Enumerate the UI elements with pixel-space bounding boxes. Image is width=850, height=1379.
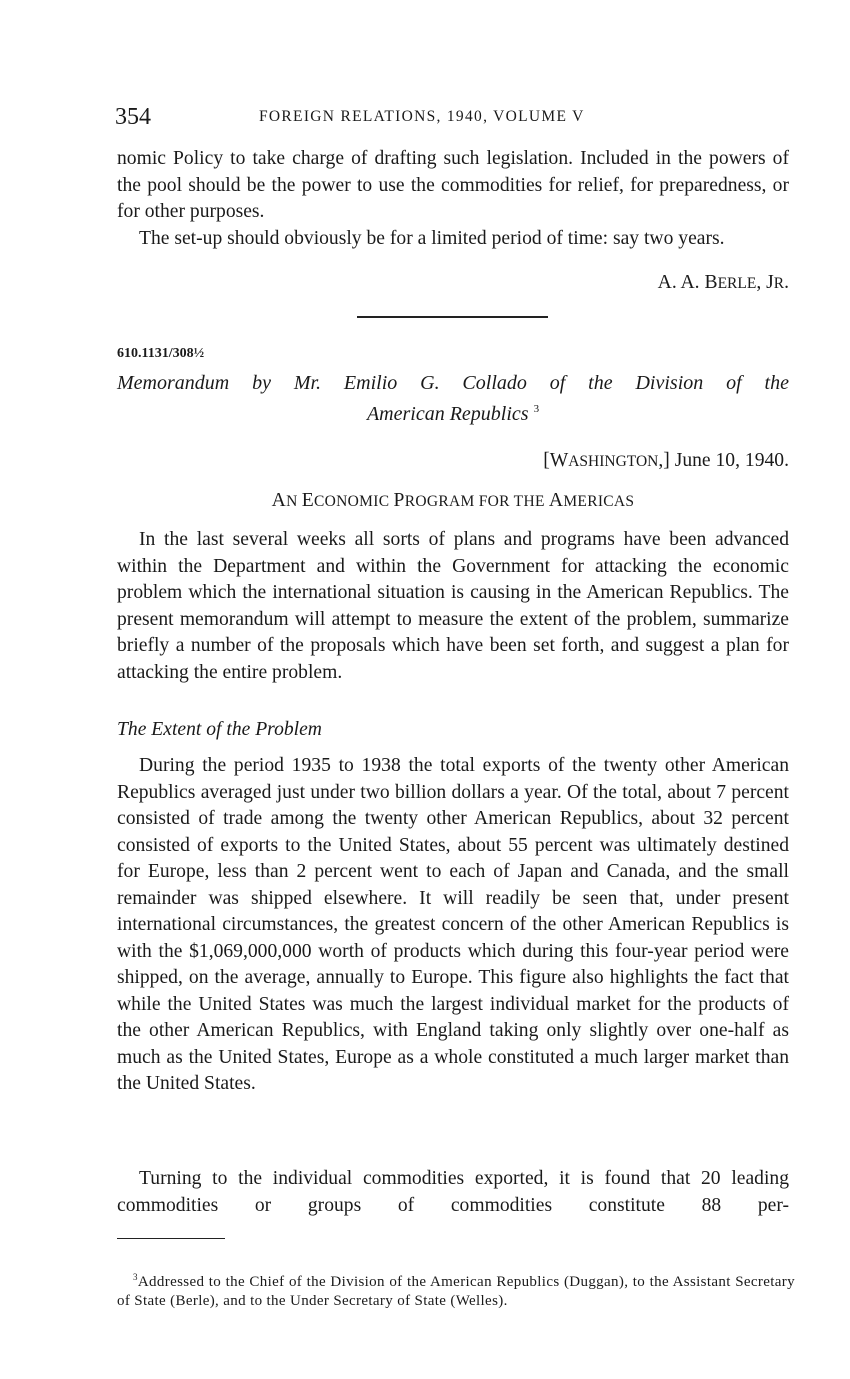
section-title-am: A — [548, 490, 564, 511]
section-title-conomic: CONOMIC — [314, 493, 394, 510]
section-title — [117, 490, 789, 512]
memo-title-line-2-text: American Republics — [366, 403, 529, 425]
memo-title-line-2 — [117, 396, 789, 427]
memo-title — [117, 370, 789, 427]
dateline — [543, 450, 789, 472]
section-title-rogram: ROGRAM FOR THE — [404, 493, 549, 510]
dateline-date: ,] June 10, 1940. — [658, 450, 789, 471]
signature-initials: A. A. — [657, 272, 705, 293]
extent-paragraph-1: During the period 1935 to 1938 the total exports of the twenty other American Republics averaged just under two billion dollars a year. Of the total, about 7 percent consisted of trade among the twenty other American Republics, about 32 percent consisted of exports to the United States, about 55 percent was ultimately destined for Europe, less than 2 percent went to each of Japan and Canada, and the small remainder was shipped elsewhere. It will readily be seen that, under present international circumstances, the greatest concern of the other American Republics is with the $1,069,000,000 worth of products which during this four-year period were shipped, on the average, annually to Europe. This figure also highlights the fact that while the United States was much the largest individual market for the products of the other American Republics, with England taking only slightly over one-half as much as the United States, Europe as a whole constituted a much larger market than the United States. — [117, 755, 789, 1094]
signature — [658, 272, 789, 294]
footnote-marker: 3 — [133, 1272, 138, 1282]
intro-paragraph: In the last several weeks all sorts of plans and programs have been advanced within the Department and within the Government for attacking the economic problem which the international situation is causing in the American Republics. The present memorandum will attempt to measure the extent of the problem, summarize briefly a number of the proposals which have been set forth, and suggest a plan for attacking the entire problem. — [117, 529, 789, 683]
page-number: 354 — [115, 104, 151, 130]
memo-title-line-1: Memorandum by Mr. Emilio G. Collado of the Division of the — [117, 372, 789, 394]
footnote-text: Addressed to the Chief of the Division of the American Republics (Duggan), to the Assistant Secretary of State (Berle), and to the Under Secretary of State (Welles). — [117, 1274, 795, 1309]
dateline-open: [W — [543, 450, 569, 471]
section-title-n: N — [286, 493, 302, 510]
section-title-mericas: MERICAS — [563, 493, 635, 510]
signature-r: R — [773, 275, 785, 292]
signature-comma: , — [756, 272, 767, 293]
signature-erle: ERLE — [717, 275, 757, 292]
page-header — [117, 104, 789, 134]
carryover-text — [117, 146, 789, 252]
footnote — [117, 1268, 795, 1311]
carryover-paragraph: nomic Policy to take charge of drafting such legislation. Included in the powers of the pool should be the power to use the commodities for relief, for preparedness, or for other purposes. — [117, 148, 789, 222]
extent-paragraph-2: Turning to the individual commodities exported, it is found that 20 leading commodities or groups of commodities constitute 88 per- — [117, 1168, 789, 1216]
subheading: The Extent of the Problem — [117, 719, 322, 740]
section-divider — [357, 316, 548, 318]
footnote-reference: 3 — [533, 403, 540, 415]
file-number: 610.1131/308½ — [117, 346, 205, 361]
section-title-p: P — [393, 490, 405, 511]
signature-j: J — [766, 272, 774, 293]
carryover-paragraph-2: The set-up should obviously be for a limited period of time: say two years. — [139, 227, 725, 249]
signature-period: . — [784, 272, 789, 293]
section-title-e: E — [301, 490, 315, 511]
footnote-divider — [117, 1238, 225, 1239]
running-title: FOREIGN RELATIONS, 1940, VOLUME V — [259, 108, 585, 125]
section-title-a: A — [271, 490, 287, 511]
dateline-place: ASHINGTON — [568, 453, 659, 470]
signature-b: B — [704, 272, 718, 293]
